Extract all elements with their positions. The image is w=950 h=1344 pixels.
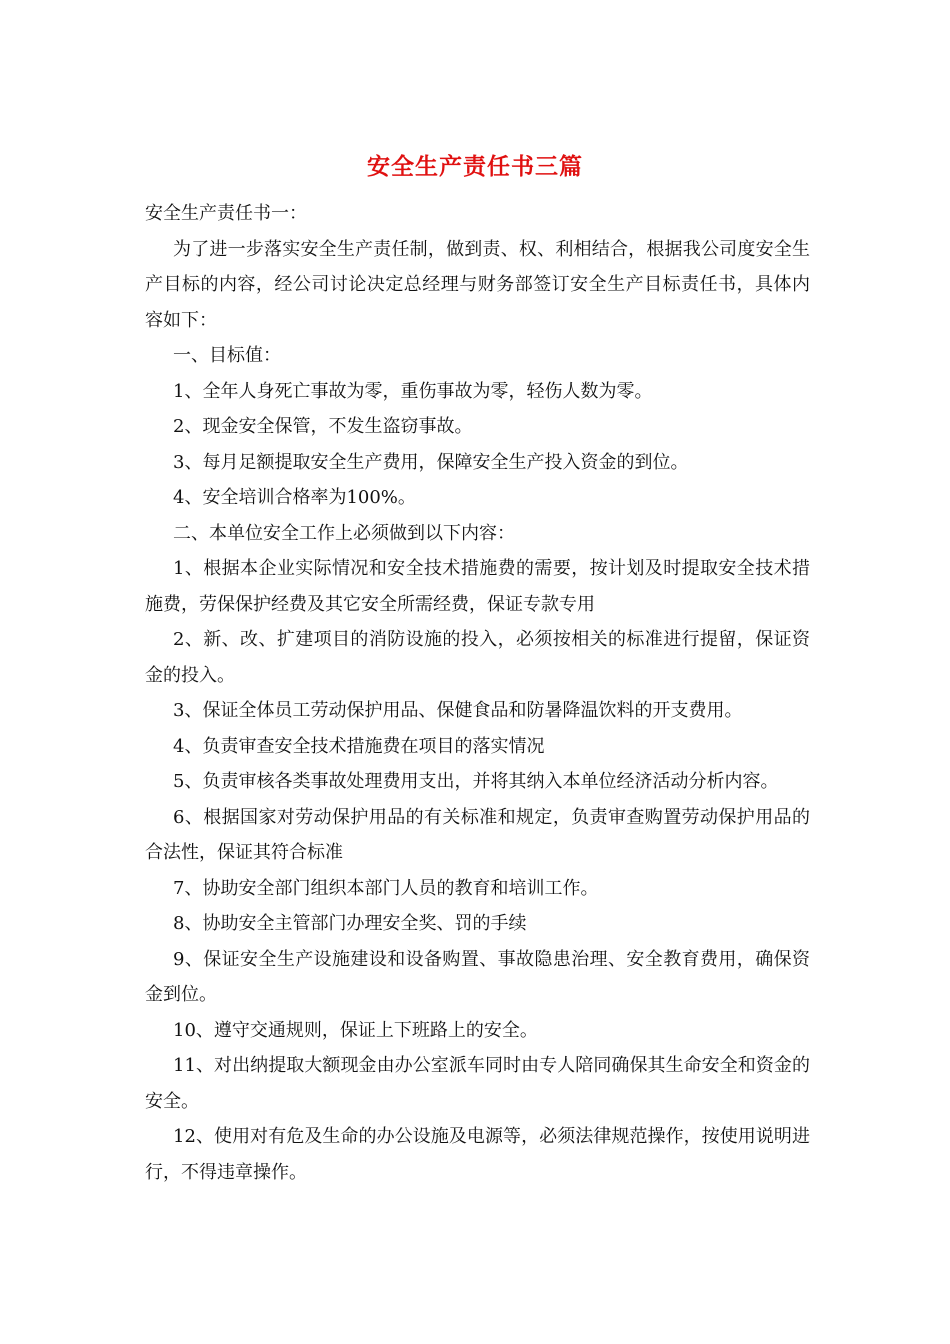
paragraph: 3、每月足额提取安全生产费用，保障安全生产投入资金的到位。 (173, 451, 689, 473)
paragraph: 安全生产责任书一： (145, 203, 307, 224)
paragraph: 一、目标值： (173, 345, 281, 366)
paragraph: 2、新、改、扩建项目的消防设施的投入，必须按相关的标准进行提留，保证资金的投入。 (145, 629, 810, 686)
paragraph: 6、根据国家对劳动保护用品的有关标准和规定，负责审查购置劳动保护用品的合法性，保证其符合标准 (145, 806, 810, 863)
paragraph: 12、使用对有危及生命的办公设施及电源等，必须法律规范操作，按使用说明进行，不得违章操作。 (145, 1126, 810, 1183)
document-body (145, 196, 810, 1190)
paragraph: 1、根据本企业实际情况和安全技术措施费的需要，按计划及时提取安全技术措施费，劳保保护经费及其它安全所需经费，保证专款专用 (145, 558, 810, 615)
paragraph: 10、遵守交通规则，保证上下班路上的安全。 (173, 1019, 538, 1041)
paragraph: 4、安全培训合格率为100%。 (173, 487, 416, 508)
paragraph: 4、负责审查安全技术措施费在项目的落实情况 (173, 735, 545, 757)
paragraph: 9、保证安全生产设施建设和设备购置、事故隐患治理、安全教育费用，确保资金到位。 (145, 948, 810, 1005)
paragraph: 为了进一步落实安全生产责任制，做到责、权、利相结合，根据我公司度安全生产目标的内容，经公司讨论决定总经理与财务部签订安全生产目标责任书，具体内容如下： (145, 238, 810, 331)
paragraph: 7、协助安全部门组织本部门人员的教育和培训工作。 (173, 877, 599, 899)
paragraph: 3、保证全体员工劳动保护用品、保健食品和防暑降温饮料的开支费用。 (173, 700, 743, 721)
paragraph: 二、本单位安全工作上必须做到以下内容： (173, 522, 515, 544)
paragraph: 1、全年人身死亡事故为零，重伤事故为零，轻伤人数为零。 (173, 380, 653, 402)
paragraph: 5、负责审核各类事故处理费用支出，并将其纳入本单位经济活动分析内容。 (173, 771, 779, 792)
paragraph: 11、对出纳提取大额现金由办公室派车同时由专人陪同确保其生命安全和资金的安全。 (145, 1055, 810, 1112)
document-title: 安全生产责任书三篇 (367, 153, 583, 180)
paragraph: 8、协助安全主管部门办理安全奖、罚的手续 (173, 913, 527, 934)
paragraph: 2、现金安全保管，不发生盗窃事故。 (173, 416, 473, 437)
